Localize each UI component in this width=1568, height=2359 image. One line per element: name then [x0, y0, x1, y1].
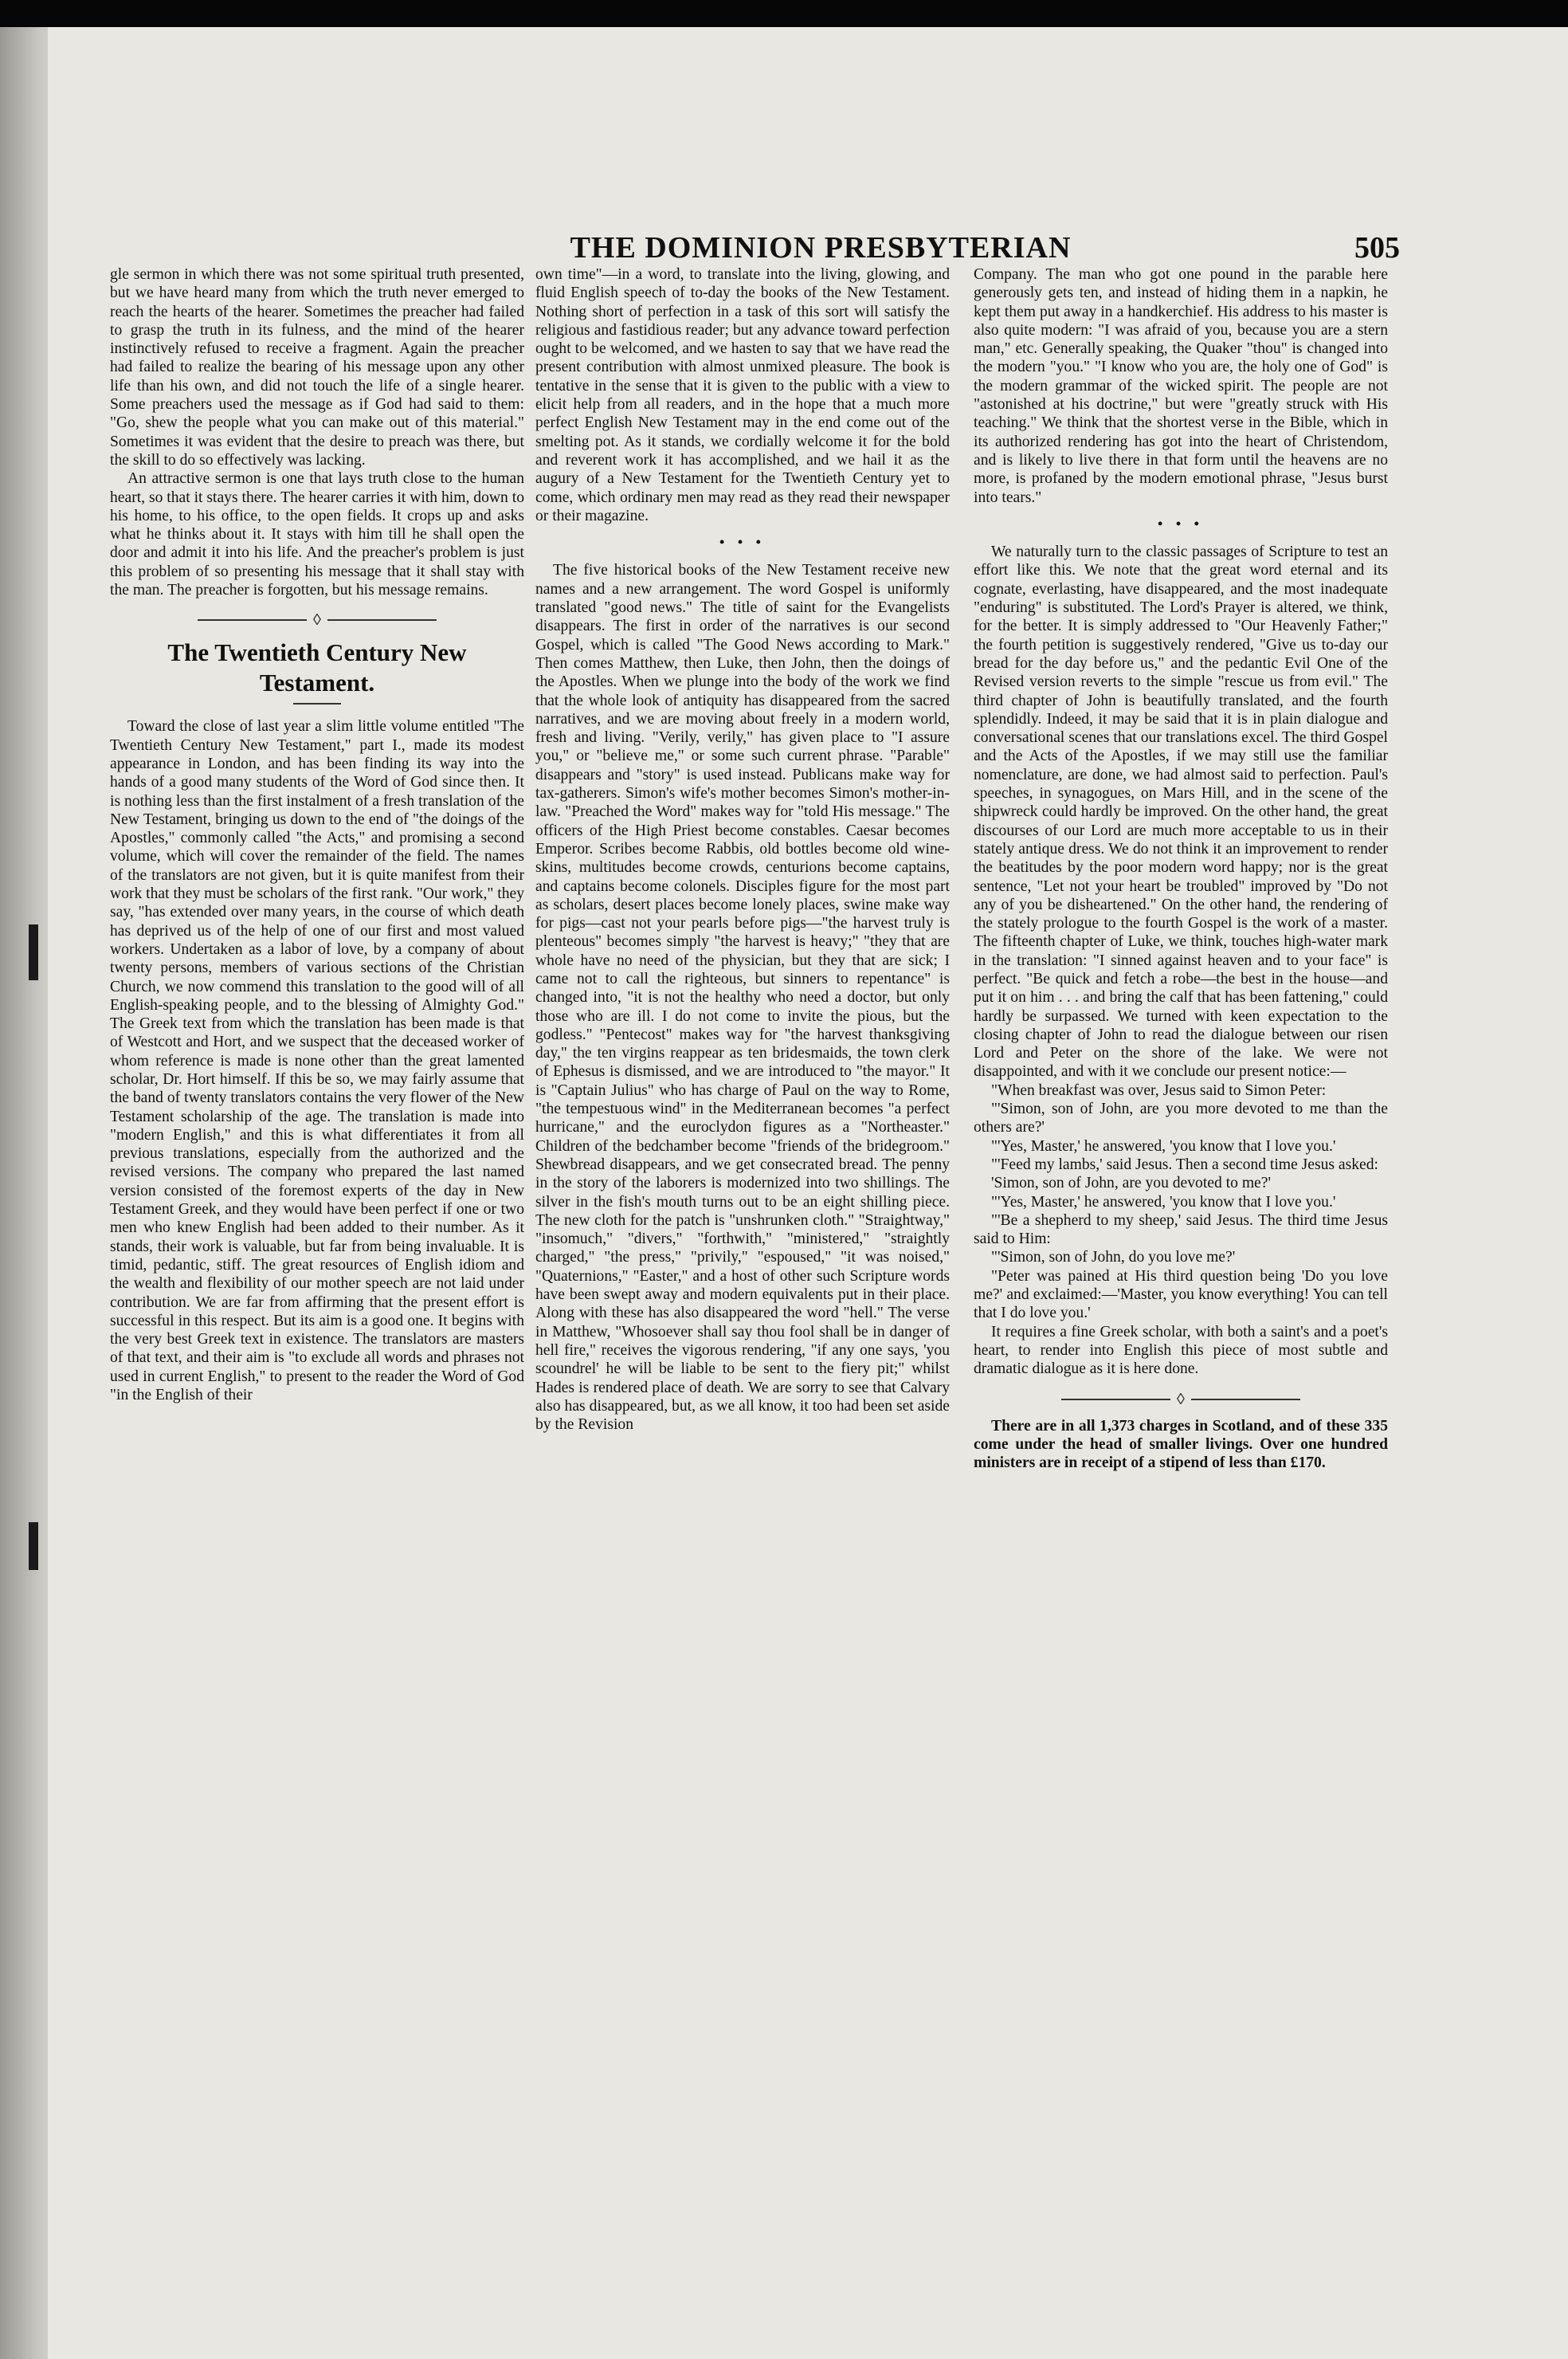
paragraph: An attractive sermon is one that lays truth close to the human heart, so that it stays there. The hearer carries it with him, down to his home, to his office, to the open fields. It crops up and asks what he thinks about it. It stays with him till he shall open the door and admit it into his life. And the preacher's problem is just this problem of so presenting his message that it shall stay with the man. The preacher is forgotten, but his message remains. [110, 470, 524, 599]
page-number: 505 [1354, 231, 1400, 265]
section-divider [974, 1390, 1388, 1409]
article-title: The Twentieth Century New Testament. [167, 638, 467, 697]
paragraph: The five historical books of the New Testament receive new names and a new arrangement. The word Gospel is uniformly translated "good news." The title of saint for the Evangelists disappears. The first in order of the narratives is our second Gospel, which is called "The Good News according to Mark." Then comes Matthew, then Luke, then John, then the doings of the Apostles. When we plunge into the body of the work we find that the whole look of antiquity has disappeared from the sacred narratives, and we are moving about freely in a modern world, fresh and living. "Verily, verily," has given place to "I assure you," or "believe me," or some such current phrase. "Parable" disappears and "story" is used instead. Publicans make way for tax-gatherers. Simon's wife's mother becomes Simon's mother-in-law. "Preached the Word" makes way for "told His message." The officers of the High Priest become constables. Caesar becomes Emperor. Scribes become Rabbis, old bottles become old wine-skins, multitudes become crowds, centurions become captains, and captains become colonels. Disciples figure for the most part as scholars, desert places become lonely places, swine make way for pigs—cast not your pearls before pigs—"the harvest truly is plenteous" becomes simply "the harvest is heavy;" "they that are whole have no need of the physician, but they that are sick; I came not to call the righteous, but sinners to repentance" is changed into, "it is not the healthy who need a doctor, but only those who are ill. I do not come to invite the pious, but the godless." "Pentecost" makes way for "the harvest thanksgiving day," the ten virgins reappear as ten bridesmaids, the town clerk of Ephesus is dismissed, and we are introduced to "the mayor." It is "Captain Julius" who has charge of Paul on the way to Rome, "the tempestuous wind" in the Mediterranean becomes "a perfect hurricane," and the euroclydon figures as a "Northeaster." Children of the bedchamber become "friends of the bridegroom." Shewbread disappears, and we get consecrated bread. The penny in the story of the laborers is modernized into two shillings. The silver in the fish's mouth turns out to be an eight shilling piece. The new cloth for the patch is "unshrunken cloth." "Straightway," "insomuch," "divers," "forthwith," "ministered," "straightly charged," "the press," "privily," "espoused," "it was noised," "Quaternions," "Easter," and a host of other such Scripture words have been swept away and modern equivalents put in their place. Along with these has also disappeared the word "hell." The verse in Matthew, "Whosoever shall say thou fool shall be in danger of hell fire," receives the vigorous rendering, "if any one says, 'you scoundrel' he will be liable to be sent to the fiery pit;" whilst Hades is rendered place of death. We are sorry to see that Calvary also has disappeared, but, as we all know, it too had been set aside by the Revision [535, 562, 950, 1434]
column-3 [974, 265, 1388, 1472]
dialogue-line: "'Simon, son of John, do you love me?' [991, 1249, 1236, 1266]
column-1 [110, 265, 524, 1404]
section-separator: • • • [1158, 515, 1204, 532]
dialogue-line: "'Feed my lambs,' said Jesus. Then a second time Jesus asked: [991, 1156, 1378, 1173]
paragraph: We naturally turn to the classic passages of Scripture to test an effort like this. We note that the great word eternal and its cognate, everlasting, have disappeared, and the most inadequate "enduring" is substituted. The Lord's Prayer is altered, we think, for the better. It is simply addressed to "Our Heavenly Father;" the fourth petition is suggestively rendered, "Give us to-day our bread for the day before us," and the pedantic Evil One of the Revised version reverts to the simple "rescue us from evil." The third chapter of John is beautifully translated, and the fourth splendidly. Indeed, it may be said that it is in plain dialogue and conversational scenes that our translations excel. The third Gospel and the Acts of the Apostles, if we may still use the familiar nomenclature, are done, we had almost said to perfection. Paul's speeches, in synagogues, on Mars Hill, and in the scene of the shipwreck could hardly be improved. On the other hand, the great discourses of our Lord are much more acceptable to us in their stately antique dress. We do not think it an improvement to render the beatitudes by the poor modern word happy; nor is the great sentence, "Let not your heart be troubled" improved by "Do not any of you be disheartened." On the other hand, the rendering of the stately prologue to the fourth Gospel is the work of a master. The fifteenth chapter of Luke, we think, touches high-water mark in the translation: "I sinned against heaven and to your face" is perfect. "Be quick and fetch a robe—the best in the house—and put it on him . . . and bring the calf that has been fattening," could hardly be surpassed. We turned with keen expectation to the closing chapter of John to read the dialogue between our risen Lord and Peter on the shore of the lake. We were not disappointed, and with it we conclude our present notice:— [974, 544, 1388, 1081]
divider-ornament: ◊ [307, 610, 327, 630]
masthead: THE DOMINION PRESBYTERIAN [570, 231, 1072, 265]
divider-ornament: ◊ [1170, 1390, 1191, 1409]
dialogue-line: "When breakfast was over, Jesus said to Simon Peter: [991, 1081, 1327, 1099]
column-2 [535, 265, 950, 1434]
dialogue-line: 'Simon, son of John, are you devoted to me?' [991, 1175, 1271, 1192]
scan-mark [29, 1522, 38, 1570]
paragraph: It requires a fine Greek scholar, with both a saint's and a poet's heart, to render into English this piece of most subtle and dramatic dialogue as it is here done. [974, 1323, 1388, 1378]
dialogue-line: "'Simon, son of John, are you more devoted to me than the others are?' [974, 1101, 1388, 1136]
dialogue-line: "'Yes, Master,' he answered, 'you know that I love you.' [991, 1193, 1336, 1211]
paragraph: gle sermon in which there was not some spiritual truth presented, but we have heard many from which the truth never emerged to reach the hearts of the hearer. Sometimes the preacher had failed to grasp the truth in its fulness, and the mind of the hearer instinctively refused to receive a fragment. Again the preacher had failed to realize the bearing of his message upon any other life than his own, and did not touch the life of a single hearer. Some preachers used the message as if God had said to them: "Go, shew the people what you can make out of this material." Sometimes it was evident that the desire to preach was there, but the skill to do so effectively was lacking. [110, 266, 524, 469]
scan-mark [29, 924, 38, 980]
news-note: There are in all 1,373 charges in Scotland, and of these 335 come under the head of smaller livings. Over one hundred ministers are in receipt of a stipend of less than £170. [974, 1417, 1388, 1472]
paragraph: Company. The man who got one pound in the parable here generously gets ten, and instead of hiding them in a napkin, he kept them put away in a handkerchief. His address to his master is also quite modern: "I was afraid of you, because you are a stern man," etc. Generally speaking, the Quaker "thou" is changed into the modern "you." "I know who you are, the holy one of God" is the modern grammar of the wicked spirit. The people are not "astonished at his doctrine," but were "greatly struck with His teaching." We think that the shortest verse in the Bible, which in its authorized rendering has got into the heart of Christendom, and is likely to live there in that form until the heavens are no more, is profaned by the modern emotional phrase, "Jesus burst into tears." [974, 266, 1388, 506]
scan-top-border [0, 0, 1568, 27]
paragraph: own time"—in a word, to translate into the living, glowing, and fluid English speech of to-day the books of the New Testament. Nothing short of perfection in a task of this sort will satisfy the religious and fastidious reader; but any advance toward perfection ought to be welcomed, and we hasten to say that we have read the present contribution with almost unmixed pleasure. The book is tentative in the sense that it is given to the public with a view to elicit help from all readers, and in the hope that a much more perfect English New Testament may in the end come out of the smelting pot. As it stands, we cordially welcome it for the bold and reverent work it has accomplished, and we hail it as the augury of a New Testament for the Twentieth Century yet to come, which ordinary men may read as they read their newspaper or their magazine. [535, 266, 950, 524]
section-divider [110, 610, 524, 630]
paragraph: Toward the close of last year a slim little volume entitled "The Twentieth Century New Testament," part I., made its modest appearance in London, and has been finding its way into the hands of a good many students of the Word of God since then. It is nothing less than the first instalment of a fresh translation of the New Testament, bringing us down to the end of "the doings of the Apostles," commonly called "the Acts," and promising a second volume, which will cover the remainder of the field. The names of the translators are not given, but it is quite manifest from their work that they must be scholars of the first rank. "Our work," they say, "has extended over many years, in the course of which death has deprived us of the help of one of our first and most valued workers. Undertaken as a labor of love, by a company of about twenty persons, members of various sections of the Christian Church, we now commend this translation to the good will of all English-speaking people, and to the blessing of Almighty God." The Greek text from which the translation has been made is that of Westcott and Hort, and we suspect that the deceased worker of whom reference is made is none other than the great lamented scholar, Dr. Hort himself. If this be so, we may fairly assume that the band of twenty translators contains the very flower of the New Testament scholarship of the age. The translation is made into "modern English," and this is what differentiates it from all previous translations, especially from the authorized and the revised versions. The company who prepared the last named version consisted of the foremost experts of the day in New Testament Greek, and they would have been perfect if one or two men who knew English had been added to their number. As it stands, their work is valuable, but far from being invaluable. It is timid, pedantic, stiff. The great resources of English idiom and the wealth and flexibility of our mother speech are not laid under contribution. We are far from affirming that the present effort is successful in this respect. But its aim is a good one. It begins with the very best Greek text in existence. The translators are masters of that text, and their aim is "to exclude all words and phrases not used in current English," to present to the reader the Word of God "in the English of their [110, 718, 524, 1404]
dialogue-line: "Peter was pained at His third question being 'Do you love me?' and exclaimed:—'Master, you know everything! You can tell that I do love you.' [974, 1267, 1388, 1322]
dialogue-line: "'Be a shepherd to my sheep,' said Jesus. The third time Jesus said to Him: [974, 1211, 1388, 1248]
title-rule [293, 703, 341, 705]
dialogue-line: "'Yes, Master,' he answered, 'you know that I love you.' [991, 1137, 1336, 1155]
section-separator: • • • [719, 534, 766, 551]
